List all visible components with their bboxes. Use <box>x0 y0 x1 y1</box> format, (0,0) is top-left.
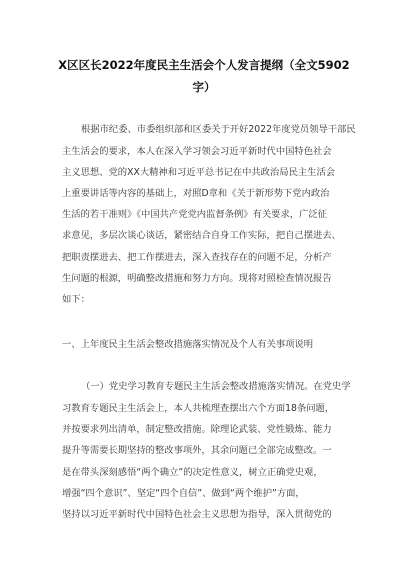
paragraph-line: 提升等需要长期坚持的整改事项外，其余问题已全部完成整改。一 <box>62 445 332 456</box>
paragraph-line: 主义思想、党的XX大精神和习近平总书记在中共政治局民主生活会 <box>62 167 336 178</box>
paragraph-line: 生问题的根源，明确整改措施和努力方向。现将对照检查情况报告 <box>62 273 332 284</box>
document-title-line-2: 字） <box>192 80 216 94</box>
paragraph-line: 坚持以习近平新时代中国特色社会主义思想为指导，深入贯彻党的 <box>62 509 332 520</box>
paragraph-line: 把职责摆进去、把工作摆进去，深入查找存在的问题不足，分析产 <box>62 252 332 263</box>
paragraph-line: 主生活会的要求，本人在深入学习领会习近平新时代中国特色社会 <box>62 146 332 157</box>
paragraph-line: 如下： <box>62 294 90 305</box>
paragraph-line: 习教育专题民主生活会上，本人共梳理查摆出六个方面18条问题， <box>62 403 335 414</box>
paragraph-line: 增强“四个意识”、坚定“四个自信”、做到“两个维护”方面， <box>62 488 305 499</box>
paragraph-line: 求意见，多层次谈心谈话，紧密结合自身工作实际，把自己摆进去、 <box>62 230 341 241</box>
section-heading: 一、上年度民主生活会整改措施落实情况及个人有关事项说明 <box>62 339 314 350</box>
document-title-line-1: X区区长2022年度民主生活会个人发言提纲（全文5902 <box>58 58 350 72</box>
paragraph-line: 是在带头深刻感悟“两个确立”的决定性意义，树立正确党史观， <box>62 467 323 478</box>
paragraph-line: 上重要讲话等内容的基础上，对照D章和《关于新形势下党内政治 <box>62 188 330 199</box>
paragraph-line: 根据市纪委、市委组织部和区委关于开好2022年度党员领导干部民 <box>81 124 356 135</box>
paragraph-line: 生活的若干准则》《中国共产党党内监督条例》有关要求，广泛征 <box>62 209 327 220</box>
paragraph-line: （一）党史学习教育专题民主生活会整改措施落实情况。在党史学 <box>81 381 351 392</box>
paragraph-line: 并按要求列出清单，制定整改措施。除理论武装、党性锻炼、能力 <box>62 424 332 435</box>
